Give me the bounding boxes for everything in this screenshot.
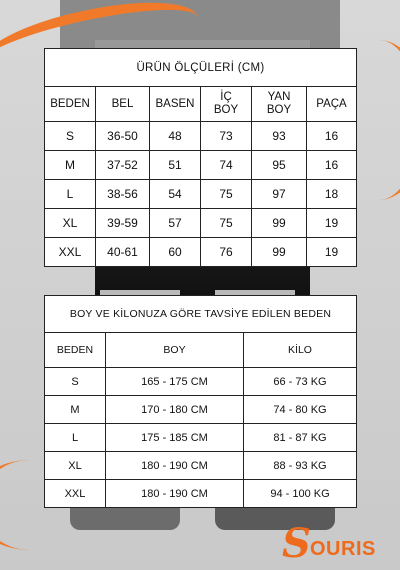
table-cell: 81 - 87 KG [244,424,357,452]
table-cell: 18 [307,180,357,209]
table-cell: XXL [45,480,106,508]
table-row [45,368,357,396]
table-cell: 19 [307,238,357,267]
table-row [45,122,357,151]
column-header: KİLO [244,333,357,368]
column-header: BEL [96,87,150,122]
table-cell: 74 - 80 KG [244,396,357,424]
table-row [45,151,357,180]
table-header-row [45,87,357,122]
table-cell: 74 [201,151,252,180]
table-cell: 39-59 [96,209,150,238]
table-cell: 94 - 100 KG [244,480,357,508]
column-header: YAN BOY [252,87,307,122]
column-header: İÇ BOY [201,87,252,122]
table-cell: 36-50 [96,122,150,151]
column-header: BEDEN [45,333,106,368]
table-row [45,180,357,209]
column-header: BASEN [150,87,201,122]
table-cell: 165 - 175 CM [106,368,244,396]
table-title: BOY VE KİLONUZA GÖRE TAVSİYE EDİLEN BEDEN [45,296,357,333]
table-cell: 16 [307,151,357,180]
brand-logo-text: OURIS [310,538,376,560]
column-header: BOY [106,333,244,368]
table-cell: 51 [150,151,201,180]
table-cell: 75 [201,209,252,238]
table-cell: 40-61 [96,238,150,267]
table-cell: L [45,180,96,209]
table-cell: 180 - 190 CM [106,452,244,480]
table-cell: 60 [150,238,201,267]
table-cell: 88 - 93 KG [244,452,357,480]
table-cell: 93 [252,122,307,151]
table-cell: XL [45,452,106,480]
table-row [45,238,357,267]
table-cell: XXL [45,238,96,267]
table-cell: 73 [201,122,252,151]
table-cell: 175 - 185 CM [106,424,244,452]
table-cell: M [45,151,96,180]
table-cell: 99 [252,209,307,238]
table-cell: 99 [252,238,307,267]
table-cell: 48 [150,122,201,151]
product-measurements-table [44,48,357,267]
table-cell: 16 [307,122,357,151]
table-cell: S [45,368,106,396]
table-cell: 54 [150,180,201,209]
table-row [45,424,357,452]
table-title: ÜRÜN ÖLÇÜLERİ (CM) [45,49,357,87]
table-cell: 66 - 73 KG [244,368,357,396]
table-cell: 19 [307,209,357,238]
table-row [45,452,357,480]
table-header-row [45,333,357,368]
table-row [45,480,357,508]
table-cell: L [45,424,106,452]
table-cell: 180 - 190 CM [106,480,244,508]
table-cell: XL [45,209,96,238]
table-cell: M [45,396,106,424]
table-row [45,209,357,238]
table-row [45,396,357,424]
column-header: BEDEN [45,87,96,122]
recommended-size-table [44,295,357,508]
table-cell: 97 [252,180,307,209]
table-cell: 38-56 [96,180,150,209]
brand-logo-initial: S [282,520,311,567]
table-cell: 75 [201,180,252,209]
table-cell: 170 - 180 CM [106,396,244,424]
column-header: PAÇA [307,87,357,122]
table-cell: 76 [201,238,252,267]
table-cell: 57 [150,209,201,238]
brand-logo [282,520,392,567]
table-cell: S [45,122,96,151]
table-cell: 37-52 [96,151,150,180]
table-cell: 95 [252,151,307,180]
